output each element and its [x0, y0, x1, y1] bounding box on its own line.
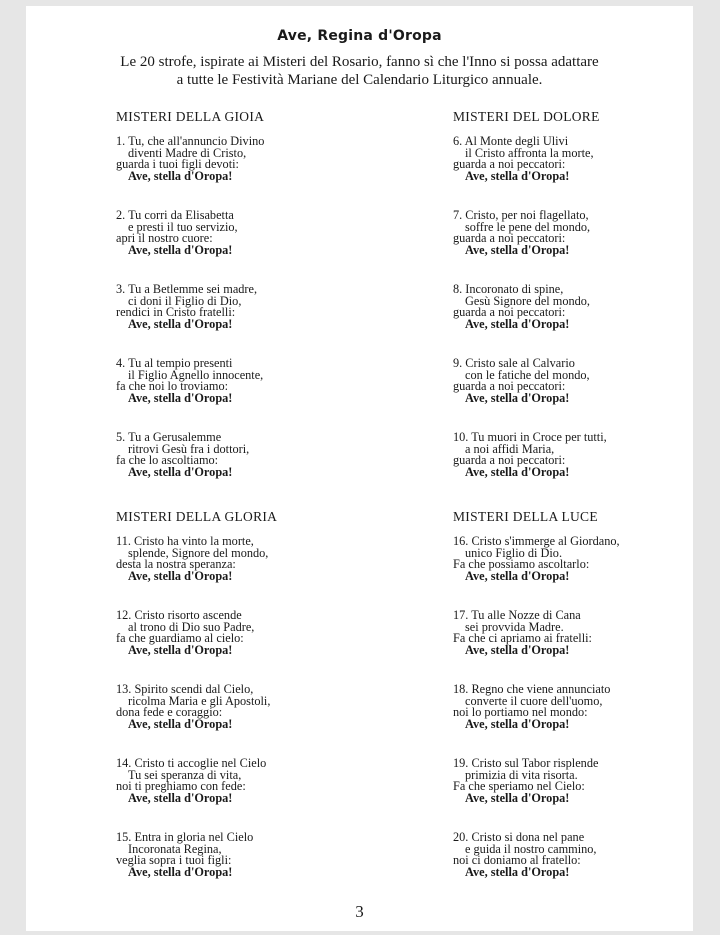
stanza-refrain: Ave, stella d'Oropa!: [465, 643, 570, 658]
stanza-refrain: Ave, stella d'Oropa!: [128, 643, 233, 658]
stanza-line: il Figlio Agnello innocente,: [128, 367, 264, 382]
stanza-line: veglia sopra i tuoi figli:: [116, 853, 232, 868]
stanza-line: Fa che ci apriamo ai fratelli:: [453, 631, 592, 646]
stanza-line: unico Figlio di Dio.: [465, 545, 563, 560]
stanza-line: ricolma Maria e gli Apostoli,: [128, 693, 271, 708]
stanza: [116, 832, 253, 879]
stanza: [453, 832, 596, 879]
stanza-refrain: Ave, stella d'Oropa!: [465, 243, 570, 258]
stanza-line: desta la nostra speranza:: [116, 557, 236, 572]
stanza: [116, 284, 257, 331]
stanza-line: guarda a noi peccatori:: [453, 379, 566, 394]
stanza-line: apri il nostro cuore:: [116, 231, 213, 246]
stanza: [116, 610, 254, 657]
stanza-refrain: Ave, stella d'Oropa!: [128, 569, 233, 584]
stanza-refrain: Ave, stella d'Oropa!: [465, 317, 570, 332]
section-heading-luce: MISTERI DELLA LUCE: [453, 509, 598, 524]
stanza: [116, 432, 249, 479]
stanza-line: fa che lo ascoltiamo:: [116, 453, 219, 468]
stanza-line: Tu sei speranza di vita,: [128, 767, 242, 782]
stanza-first-line: 14. Cristo ti accoglie nel Cielo: [116, 756, 267, 770]
stanza-line: il Cristo affronta la morte,: [465, 145, 594, 160]
stanza-line: e presti il tuo servizio,: [128, 219, 238, 234]
stanza-first-line: 3. Tu a Betlemme sei madre,: [116, 282, 258, 296]
stanza-refrain: Ave, stella d'Oropa!: [128, 865, 233, 880]
stanza-line: dona fede e coraggio:: [116, 705, 223, 720]
stanza-line: noi lo portiamo nel mondo:: [453, 705, 588, 720]
stanza-refrain: Ave, stella d'Oropa!: [128, 465, 233, 480]
stanza-first-line: 17. Tu alle Nozze di Cana: [453, 608, 581, 622]
stanza-refrain: Ave, stella d'Oropa!: [128, 243, 233, 258]
stanza-first-line: 9. Cristo sale al Calvario: [453, 356, 575, 370]
stanza-refrain: Ave, stella d'Oropa!: [465, 465, 570, 480]
stanza-line: guarda a noi peccatori:: [453, 157, 566, 172]
stanza-first-line: 16. Cristo s'immerge al Giordano,: [453, 534, 620, 548]
section-heading-dolore: MISTERI DEL DOLORE: [453, 109, 600, 124]
stanza: [453, 358, 590, 405]
stanza-refrain: Ave, stella d'Oropa!: [128, 717, 233, 732]
stanza-refrain: Ave, stella d'Oropa!: [128, 317, 233, 332]
stanza-line: ci doni il Figlio di Dio,: [128, 293, 242, 308]
stanza-line: rendici in Cristo fratelli:: [116, 305, 236, 320]
stanza-line: con le fatiche del mondo,: [465, 367, 590, 382]
stanza-refrain: Ave, stella d'Oropa!: [465, 169, 570, 184]
intro-paragraph: [66, 53, 653, 89]
stanza: [453, 684, 610, 731]
stanza: [453, 758, 598, 805]
stanza-first-line: 10. Tu muori in Croce per tutti,: [453, 430, 607, 444]
stanza-refrain: Ave, stella d'Oropa!: [465, 717, 570, 732]
stanza-line: diventi Madre di Cristo,: [128, 145, 247, 160]
stanza-line: ritrovi Gesù fra i dottori,: [128, 441, 250, 456]
stanza-refrain: Ave, stella d'Oropa!: [128, 169, 233, 184]
stanza: [116, 136, 264, 183]
stanza-first-line: 13. Spirito scendi dal Cielo,: [116, 682, 254, 696]
stanza-refrain: Ave, stella d'Oropa!: [465, 791, 570, 806]
stanza-line: guarda a noi peccatori:: [453, 231, 566, 246]
stanza-line: a noi affidi Maria,: [465, 441, 555, 456]
stanza-refrain: Ave, stella d'Oropa!: [128, 791, 233, 806]
stanza-line: Fa che possiamo ascoltarlo:: [453, 557, 590, 572]
intro-line-2: a tutte le Festività Mariane del Calendario Liturgico annuale.: [176, 72, 543, 88]
section-heading-gloria: MISTERI DELLA GLORIA: [116, 509, 278, 524]
page-number: 3: [355, 902, 364, 921]
stanza-first-line: 20. Cristo si dona nel pane: [453, 830, 585, 844]
stanza-refrain: Ave, stella d'Oropa!: [465, 865, 570, 880]
stanza: [116, 210, 238, 257]
stanza-first-line: 18. Regno che viene annunciato: [453, 682, 611, 696]
stanza-refrain: Ave, stella d'Oropa!: [465, 569, 570, 584]
stanza-first-line: 19. Cristo sul Tabor risplende: [453, 756, 599, 770]
stanza-line: Fa che speriamo nel Cielo:: [453, 779, 585, 794]
stanza-first-line: 15. Entra in gloria nel Cielo: [116, 830, 254, 844]
stanza: [453, 136, 594, 183]
stanza-line: splende, Signore del mondo,: [128, 545, 269, 560]
stanza-first-line: 8. Incoronato di spine,: [453, 282, 564, 296]
stanza-first-line: 5. Tu a Gerusalemme: [116, 430, 222, 444]
stanza: [453, 432, 607, 479]
stanza-line: fa che guardiamo al cielo:: [116, 631, 244, 646]
stanza-first-line: 7. Cristo, per noi flagellato,: [453, 208, 589, 222]
stanza: [453, 284, 590, 331]
stanza: [453, 610, 592, 657]
stanza-line: guarda a noi peccatori:: [453, 453, 566, 468]
section-heading-gioia: MISTERI DELLA GIOIA: [116, 109, 265, 124]
stanza-first-line: 6. Al Monte degli Ulivi: [453, 134, 569, 148]
page-title: Ave, Regina d'Oropa: [277, 28, 442, 44]
stanza-first-line: 4. Tu al tempio presenti: [116, 356, 233, 370]
stanza: [453, 536, 620, 583]
stanza-line: noi ti preghiamo con fede:: [116, 779, 246, 794]
stanza-line: primizia di vita risorta.: [465, 767, 578, 782]
stanza-line: soffre le pene del mondo,: [465, 219, 591, 234]
stanza: [453, 210, 590, 257]
stanza-first-line: 1. Tu, che all'annuncio Divino: [116, 134, 265, 148]
stanza-first-line: 2. Tu corri da Elisabetta: [116, 208, 234, 222]
stanza: [116, 536, 268, 583]
stanza-line: guarda i tuoi figli devoti:: [116, 157, 239, 172]
stanza-line: fa che noi lo troviamo:: [116, 379, 229, 394]
stanza-line: guarda a noi peccatori:: [453, 305, 566, 320]
stanza-line: sei provvida Madre.: [465, 619, 564, 634]
stanza-line: Incoronata Regina,: [128, 841, 222, 856]
stanza: [116, 758, 266, 805]
stanza-first-line: 11. Cristo ha vinto la morte,: [116, 534, 254, 548]
intro-line-1: Le 20 strofe, ispirate ai Misteri del Rosario, fanno sì che l'Inno si possa adattare: [120, 54, 599, 70]
stanza-line: converte il cuore dell'uomo,: [465, 693, 603, 708]
stanza-line: al trono di Dio suo Padre,: [128, 619, 255, 634]
stanza-line: Gesù Signore del mondo,: [465, 293, 591, 308]
stanza-first-line: 12. Cristo risorto ascende: [116, 608, 242, 622]
stanza-refrain: Ave, stella d'Oropa!: [128, 391, 233, 406]
stanza-line: e guida il nostro cammino,: [465, 841, 597, 856]
stanza-line: noi ci doniamo al fratello:: [453, 853, 581, 868]
stanza: [116, 358, 263, 405]
stanza: [116, 684, 270, 731]
stanza-refrain: Ave, stella d'Oropa!: [465, 391, 570, 406]
document-page: [26, 6, 693, 931]
